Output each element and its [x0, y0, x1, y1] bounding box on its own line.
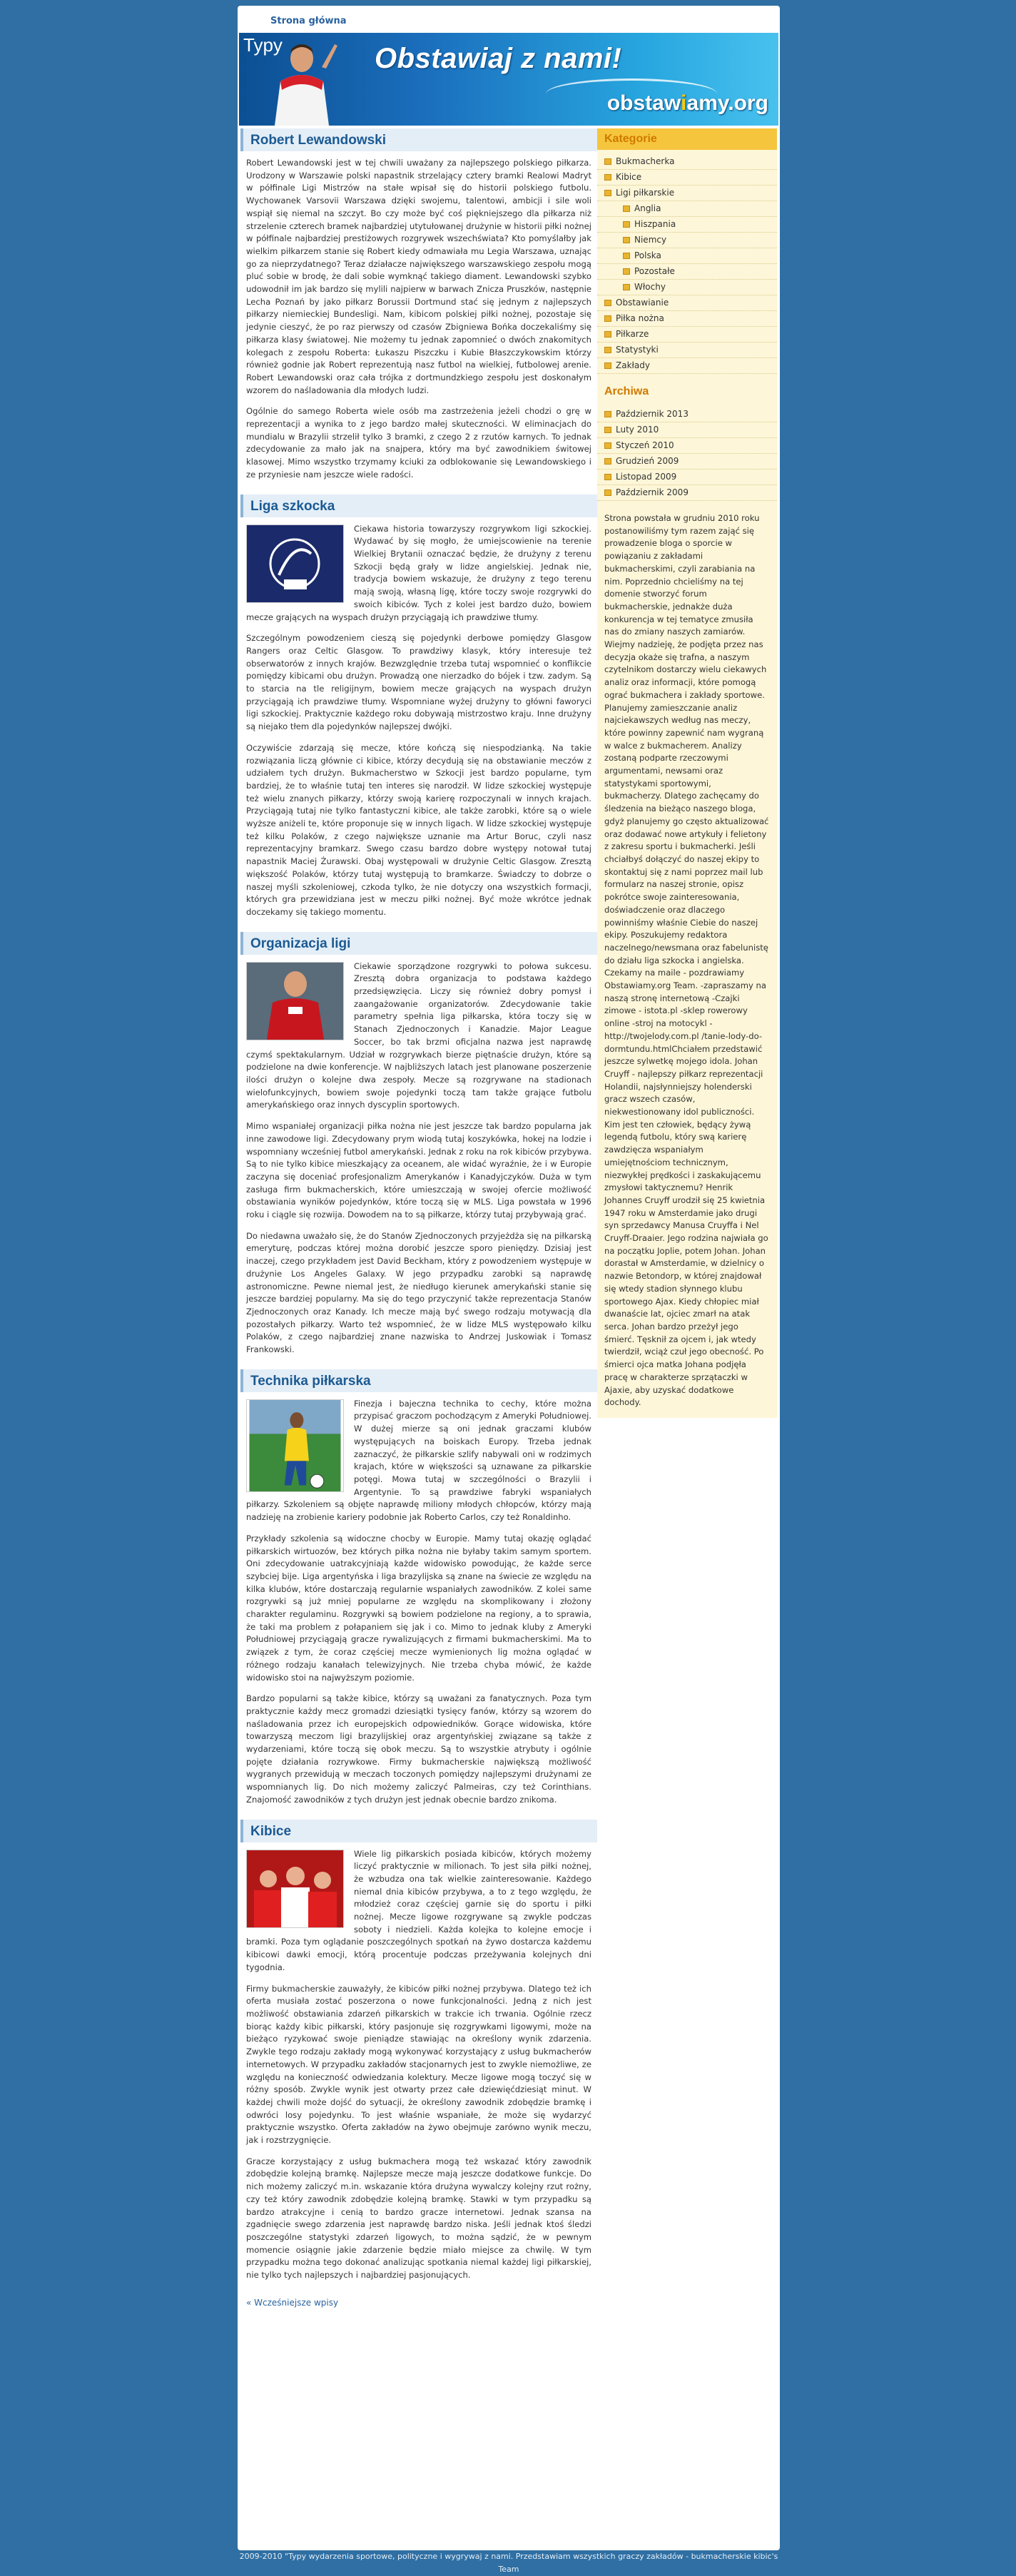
post-title[interactable]: Kibice — [240, 1820, 597, 1842]
banner-typy-label: Typy — [243, 34, 283, 56]
archive-item[interactable] — [597, 454, 777, 470]
archive-item[interactable] — [597, 407, 777, 422]
post-paragraph: Ciekawa historia towarzyszy rozgrywkom ligi szkockiej. Wydawać by się mogło, że umiejscowienie na terenie Wielkiej Brytanii oznaczać będzie, że drużyny z terenu Szkocji będą grały w lidze angielskiej. Jednak nie, tradycja bowiem wskazuje, że drużyny z tego terenu mają swoją, własną ligę, które toczy swoje rozgrywki do swoich kibiców. Tych z kolei jest bardzo dużo, bowiem mecze grających na wyspach drużyn przyciągają ich prawdziwe tłumy. — [246, 523, 591, 622]
post-paragraph: Wiele lig piłkarskich posiada kibiców, których możemy liczyć praktycznie w milionach. To jest siła piłki nożnej, że wzbudza ona tak wielkie zainteresowanie. Każdego niemal dnia kibiców przybywa, a to z tego względu, że młodzież coraz częściej garnie się do sportu i piłki nożnej. Mecze ligowe rozgrywane są zwykle podczas soboty i niedzieli. Każda kolejka to kolejne emocje i bramki. Poza tym oglądanie poszczególnych spotkań na żywo dostarcza każdemu kibicowi dawki emocji, którą procentuje podczas przeżywania kolejnych dni tygodnia. — [246, 1848, 591, 1972]
archive-link[interactable]: Luty 2010 — [616, 425, 659, 435]
archive-link[interactable]: Grudzień 2009 — [616, 456, 679, 466]
folder-icon — [623, 253, 630, 259]
folder-icon — [604, 362, 611, 369]
post-title[interactable]: Organizacja ligi — [240, 932, 597, 955]
folder-icon — [623, 284, 630, 290]
fans-crowd-image — [246, 1850, 344, 1928]
post-paragraph: Gracze korzystający z usług bukmachera mogą też wskazać który zawodnik zdobędzie kolejną bramkę. Najlepsze mecze mają jeszcze dodatkowe funkcje. Do nich możemy zaliczyć m.in. wskazanie która drużyna wywalczy kolejny rzut rożny, czy też który zawodnik zdobędzie kolejną bramkę. Stawki w tym przypadku są bardzo atrakcyjne i cenią to bardzo gracze internetowi. Jednak szansa na zgadnięcie swego zdarzenia jest naprawdę bardzo niska. Jeśli jednak ktoś śledzi poszczególne statystyki zdarzeń ligowych, to można sądzić, że w pewnym momencie osiągnie jakie zdarzenie będzie miało miejsce za chwilę. W tym przypadku można tego dokonać analizując spotkania niemal każdej ligi piłkarskiej, nie tylko tych najlepszych i najbardziej pasjonujących. — [246, 2156, 591, 2281]
footer: 2009-2010 "Typy wydarzenia sportowe, polityczne i wygrywaj z nami. Przedstawiam wszystkich graczy zakładów - bukmacherskie kibic's Team — [239, 2552, 778, 2574]
folder-icon — [604, 300, 611, 306]
category-link[interactable]: Piłka nożna — [616, 313, 664, 323]
folder-icon — [604, 174, 611, 181]
archive-link[interactable]: Listopad 2009 — [616, 472, 677, 482]
folder-icon — [604, 458, 611, 465]
post-paragraph: Oczywiście zdarzają się mecze, które kończą się niespodzianką. Na takie rozwiązania liczą głównie ci kibice, którzy decydują się na obstawianie meczów z udziałem tych drużyn. Bukmacherstwo w Szkocji jest bardzo popularne, tym bardziej, że to właśnie tutaj ten interes się narodził. W lidze szkockiej występuje też wielu znanych piłkarzy, którzy swoją karierę rozpoczynali w innych krajach. Przyciągają tutaj nie tylko fantastyczni kibice, ale także zarobki, które są o wiele wyższe aniżeli te, które proponuje się w innych ligach. W lidze szkockiej występuje też kilku Polaków, z czego największe uznanie ma Artur Boruc, czyli nasz reprezentacyjny bramkarz. Swego czasu bardzo dobre występy notował tutaj napastnik Maciej Żurawski. Obaj występowali w drużynie Celtic Glasgow. Zresztą większość Polaków, którzy tutaj występują to bramkarze. Świadczy to dobrze o naszej myśli szkoleniowej, czkoda tylko, że nie dotyczy ona wszystkich formacji, których gra przewidziana jest w meczu piłki nożnej. Być może wkrótce jednak doczekamy się takiego momentu. — [246, 742, 591, 917]
category-link[interactable]: Włochy — [634, 282, 666, 292]
post-paragraph: Do niedawna uważało się, że do Stanów Zjednoczonych przyjeżdża się na piłkarską emeryturę, podczas której można dorobić jeszcze sporo pieniędzy. Dzisiaj jest inaczej, czego przykładem jest David Beckham, który z powodzeniem występuje w drużynie Los Angeles Galaxy. W jego przypadku zarobki są naprawdę astronomiczne. Pewne niemal jest, że niedługo kierunek amerykański stanie się jeszcze bardziej popularny. Ma się do tego przyczynić także reprezentacja Stanów Zjednoczonych oraz Kanady. Ich mecze mają być swego rodzaju motywacją dla pozostałych piłkarzy. Warto też wspomnieć, że w lidze MLS występowało kilku Polaków, z czego najbardziej znane nazwiska to Andrzej Juskowiak i Tomasz Frankowski. — [246, 1230, 591, 1355]
category-link[interactable]: Obstawianie — [616, 298, 669, 308]
archive-link[interactable]: Styczeń 2010 — [616, 440, 674, 450]
folder-icon — [623, 206, 630, 212]
archive-link[interactable]: Październik 2009 — [616, 487, 689, 497]
pagination — [246, 2298, 591, 2308]
folder-icon — [604, 427, 611, 433]
post-paragraph: Ogólnie do samego Roberta wiele osób ma zastrzeżenia jeżeli chodzi o grę w reprezentacji a wynika to z jego bardzo małej skuteczności. W eliminacjach do mundialu w Brazylii strzelił tylko 3 bramki, z czego 2 z rzutów karnych. To jednak zdecydowanie za mało jak na snajpera, który ma być zawodnikiem świtowej klasowej. Mimo wszystko trzymamy kciuki za odblokowanie się Lewandowskiego i ze przyniesie nam jeszcze wiele radości. — [246, 406, 591, 480]
category-item[interactable] — [597, 327, 777, 343]
post-paragraph: Robert Lewandowski jest w tej chwili uważany za najlepszego polskiego piłkarza. Urodzony w Warszawie polski napastnik strzelający cztery bramki Realowi Madryt w półfinale Ligi Mistrzów na stałe wpisał się do historii polskiego futbolu. Wychowanek Varsovii Warszawa dzięki swojemu, talentowi, ambicji i sile woli wspiął się niemal na szczyt. Bo czy może być coś piękniejszego dla piłkarza niż strzelenie czterech bramek najbardziej utytułowanej drużynie w historii piłki nożnej w półfinale najbardziej prestiżowych rozgrywek wszechświata? Kto pomyślałby jak wielkim piłkarzem stanie się Robert kiedy odmawiała mu Legia Warszawa, uznając go za nieprzydatnego? Teraz działacze największego warszawskiego zespołu mogą pluć sobie w brodę, że dali sobie wymknąć takiego diament. Lewandowski szybko udowodnił im jak bardzo się mylili najpierw w barwach Znicza Pruszków, następnie Lecha Poznań by jako piłkarz Borussii Dortmund stać się jednym z najlepszych piłkarzy niemieckiej Bundesligi. Nam, kibicom polskiej piłki nożnej, pozostaje się jedynie cieszyć, że po raz pierwszy od czasów Zbigniewa Bońka doczekaliśmy się piłkarza klasy światowej. Nie możemy tu jednak zapomnieć o dwóch znakomitych kolegach z zespołu Roberta: Łukaszu Piszczku i Kubie Błaszczykowskim którzy również godnie jak Robert reprezentują nasz futbol na wielkiej, futbolowej arenie. Robert Lewandowski oraz cała trójka z dortmundzkiego zespołu jest doskonałym wzorem do naśladowania dla młodych ludzi. — [246, 158, 591, 395]
about-text: Strona powstała w grudniu 2010 roku postanowiliśmy tym razem zająć się prowadzenie bloga o sporcie w powiązaniu z zakładami bukmacherskimi, czyli zarabiania na nim. Poprzednio chcieliśmy na tej domenie stworzyć forum bukmacherskie, jednakże duża konkurencja w tej tematyce zmusiła nas do zmiany naszych zamiarów. Wiejmy nadzieję, że podjęta przez nas decyzja okaże się trafna, a naszym czytelnikom dostarczy wielu ciekawych analiz oraz informacji, które pomogą ograć bukmachera i zakłady sportowe. Planujemy zamieszczanie analiz najciekawszych według nas meczy, które powinny zapewnić nam wygraną w walce z bukmacherem. Analizy zostaną podparte rzeczowymi argumentami, newsami oraz statystykami sportowymi, bukmacherzy. Dlatego zachęcamy do śledzenia na bieżąco naszego bloga, gdyż planujemy go często aktualizować oraz dodawać nowe artykuły i felietony z zakresu sportu i bukmacherki. Jeśli chciałbyś dołączyć do naszej ekipy to skontaktuj się z nami poprzez mail lub formularz na naszej stronie, opisz pokrótce swoje zainteresowania, doświadczenie oraz dlaczego powinniśmy właśnie Ciebie do naszej ekipy. Poszukujemy redaktora naczelnego/newsmana oraz fabelunistę do działu liga szkocka i angielska. Czekamy na maile - pozdrawiamy Obstawiamy.org Team. -zapraszamy na naszą stronę internetową -Czajki zimowe - istota.pl -sklep rowerowy online -stroj na motocykl -http://twojelody.com.pl /tanie-lody-do-dormtundu.htmlChciałem przedstawić jeszcze sylwetkę mojego idola. Johan Cruyff - najlepszy piłkarz reprezentacji Holandii, najsłynniejszy holenderski gracz wszech czasów, niekwestionowany idol publiczności. Kim jest ten człowiek, będący żywą legendą futbolu, który swą karierę zawdzięcza wspaniałym umiejętnościom technicznym, niezwykłej prędkości i zaskakującemu zmysłowi taktycznemu? Henrik Johannes Cruyff urodził się 25 kwietnia 1947 roku w Amsterdamie jako drugi syn sprzedawcy Manusa Cruyffa i Nel Cruyff-Draaier. Jego rodzina najwiała go na początku Joplie, potem Johan. Johan dorastał w Amsterdamie, w dzielnicy o nazwie Betondorp, w której znajdował się wtedy stadion słynnego klubu sportowego Ajax. Kiedy chłopiec miał dwanaście lat, ojciec zmarł na atak serca. Johan bardzo przeżył jego śmierć. Tęsknił za ojcem i, jak wtedy twierdził, wciąż czuł jego obecność. Po śmierci ojca matka Johana podjęła pracę w charakterze sprzątaczki w Ajaxie, aby uzyskać dodatkowe dochody. — [604, 513, 769, 1408]
folder-icon — [604, 442, 611, 449]
post-paragraph: Finezja i bajeczna technika to cechy, które można przypisać graczom pochodzącym z Ameryki Południowej. W dużej mierze są oni jednak graczami klubów występujących na boiskach Europy. Trzeba jednak zaznaczyć, że piłkarskie szlify nabywali oni w rodzimych krajach, które w większości są uznawane za piłkarskie potęgi. Mowa tutaj w szczególności o Brazylii i Argentynie. To są prawdziwe fabryki wspaniałych piłkarzy. Szkoleniem są objęte naprawdę miliony młodych chłopców, którzy mają nadzieję na zrobienie kariery podobnie jak Roberto Carlos, czy też Ronaldinho. — [246, 1398, 591, 1523]
main-content — [240, 128, 597, 2323]
player-with-ball-image — [246, 1399, 344, 1492]
category-link[interactable]: Hiszpania — [634, 219, 676, 229]
category-link[interactable]: Pozostałe — [634, 266, 675, 276]
folder-icon — [604, 490, 611, 496]
category-item[interactable] — [597, 358, 777, 374]
category-item[interactable] — [597, 248, 777, 264]
category-item[interactable] — [597, 264, 777, 280]
player-photo — [260, 40, 339, 126]
category-item[interactable] — [597, 201, 777, 217]
post-paragraph: Ciekawie sporządzone rozgrywki to połowa sukcesu. Zresztą dobra organizacja to podstawa każdego przedsięwzięcia. Liczy się również dobry pomysł i zaangażowanie organizatorów. Zdecydowanie takie parametry spełnia liga piłkarska, która toczy się w Stanach Zjednoczonych i Kanadzie. Major League Soccer, bo tak brzmi oficjalna nazwa jest naprawdę czymś spektakularnym. Udział w rozgrywkach bierze piętnaście drużyn, które są podzielone na dwie konferencje. W najbliższych latach jest planowane poszerzenie ilości drużyn o kolejne dwa zespoły. Mecze są rozgrywane na stadionach wielofunkcyjnych, bowiem swoje pojedynki toczą tam także grające futbolu amerykańskiego oraz innych dyscyplin sportowych. — [246, 960, 591, 1110]
category-link[interactable]: Piłkarze — [616, 329, 649, 339]
category-item[interactable] — [597, 170, 777, 186]
nav-home-link[interactable]: Strona główna — [270, 16, 347, 26]
sidebar — [597, 128, 777, 1418]
category-link[interactable]: Anglia — [634, 203, 661, 213]
category-item[interactable] — [597, 343, 777, 358]
post-paragraph: Bardzo popularni są także kibice, którzy są uważani za fanatycznych. Poza tym praktycznie każdy mecz gromadzi dziesiątki tysięcy fanów, którzy są wzorem do naśladowania przez ich europejskich odpowiedników. Gorące widowiska, które towarzyszą meczom ligi brazylijskiej oraz argentyńskiej związane są także z wydarzeniami, które toczą się obok meczu. Są to wszystkie atrybuty i ogólnie pojęte działania rozrywkowe. Firmy bukmacherskie największą możliwość wygranych przewidują w meczach toczonych pomiędzy najlepszymi drużynami ze wspomnianych lig. Do nich możemy zaliczyć Palmeiras, czy też Corinthians. Znajomość zawodników z tych drużyn jest jednak obecnie bardzo znikoma. — [246, 1693, 591, 1805]
post-title[interactable]: Liga szkocka — [240, 495, 597, 517]
post-organizacja-ligi — [240, 932, 597, 1357]
category-item[interactable] — [597, 217, 777, 233]
page-container — [238, 6, 780, 2550]
post-paragraph: Szczególnym powodzeniem cieszą się pojedynki derbowe pomiędzy Glasgow Rangers oraz Celtic Glasgow. To prawdziwy klasyk, który interesuje też obserwatorów z innych krajów. Bezwzględnie trzeba tutaj wspomnieć o konflikcie pomiędzy kibicami obu drużyn. Prowadzą one nierzadko do bójek i tzw. zadym. Są to starcia na tle religijnym, bowiem mecze grających na wyspach drużyn przyciągają ich prawdziwe tłumy. Wspomniane wyżej drużyny to główni faworyci ligi szkockiej. Praktycznie każdego roku dobywają mistrzostwo kraju. Inne drużyny są niejako tłem dla pojedynków najlepszej dwójki. — [246, 633, 591, 732]
category-item[interactable] — [597, 186, 777, 201]
post-robert-lewandowski — [240, 128, 597, 482]
categories-list — [597, 154, 777, 374]
folder-icon — [623, 221, 630, 228]
folder-icon — [604, 347, 611, 353]
category-item[interactable] — [597, 233, 777, 248]
post-paragraph: Mimo wspaniałej organizacji piłka nożna nie jest jeszcze tak bardzo popularna jak inne zawodowe ligi. Zdecydowany prym wiodą tutaj koszykówka, hokej na lodzie i wspomniany wcześniej futbol amerykański. Jednak z roku na rok kibiców przybywa. Są to nie tylko kibice mieszkający za oceanem, ale widać wyraźnie, że i w Europie zaczyna się doceniać profesjonalizm Amerykanów i Kanadyjczyków. Duża w tym zasługa firm bukmacherskich, które umieszczają w swojej ofercie możliwość obstawiania wyników pojedynków, które toczą się w MLS. Liga powstała w 1996 roku i ciągle się rozwija. Dowodem na to są piłkarze, którzy tutaj przybywają grać. — [246, 1121, 591, 1220]
category-item[interactable] — [597, 154, 777, 170]
archive-item[interactable] — [597, 470, 777, 485]
post-title[interactable]: Robert Lewandowski — [240, 128, 597, 151]
post-technika-pilkarska — [240, 1369, 597, 1807]
categories-heading: Kategorie — [597, 128, 777, 150]
archive-link[interactable]: Październik 2013 — [616, 409, 689, 419]
category-link[interactable]: Polska — [634, 250, 661, 260]
folder-icon — [604, 331, 611, 338]
folder-icon — [604, 315, 611, 322]
archive-item[interactable] — [597, 438, 777, 454]
category-link[interactable]: Statystyki — [616, 345, 659, 355]
folder-icon — [623, 237, 630, 243]
post-title[interactable]: Technika piłkarska — [240, 1369, 597, 1392]
header-banner — [239, 33, 778, 126]
category-link[interactable]: Ligi piłkarskie — [616, 188, 675, 198]
category-item[interactable] — [597, 295, 777, 311]
older-posts-link[interactable]: « Wcześniejsze wpisy — [246, 2297, 339, 2308]
site-logo[interactable]: obstawiamy.org — [606, 91, 768, 115]
banner-slogan: Obstawiaj z nami! — [375, 43, 622, 74]
archive-heading: Archiwa — [604, 385, 649, 397]
category-link[interactable]: Kibice — [616, 172, 642, 182]
post-paragraph: Firmy bukmacherskie zauważyły, że kibiców piłki nożnej przybywa. Dlatego też ich oferta musiała zostać poszerzona o nowe funkcjonalności. Jedną z nich jest możliwość obstawiania zdarzeń piłkarskich w trakcie ich trwania. Ogólnie rzecz biorąc każdy kibic piłkarski, który pasjonuje się rozgrywkami ligowymi, może na bieżąco ryzykować swoje pieniądze stawiając na określony wynik zdarzenia. Zwykle tego rodzaju zakłady mogą wykonywać korzystający z usług bukmacherów internetowych. W przypadku zakładów stacjonarnych jest to zwykle niemożliwe, ze względu na konieczność odwiedzania kolektury. Mecze ligowe mogą toczyć się w różny sposób. Zwykle wynik jest otwarty przez całe dziewięćdziesiąt minut. W każdej chwili może dojść do sytuacji, że określony zawodnik zdobędzie bramkę i odwróci losy pojedynku. To jest właśnie wspaniałe, że może się wydarzyć praktycznie wszystko. Oferta zakładów na żywo obejmuje zarówno wynik meczu, jak i rozstrzygnięcie. — [246, 1983, 591, 2146]
folder-icon — [604, 158, 611, 165]
archive-item[interactable] — [597, 485, 777, 501]
archive-list — [597, 407, 777, 501]
category-link[interactable]: Zakłady — [616, 360, 651, 370]
category-link[interactable]: Niemcy — [634, 235, 667, 245]
folder-icon — [604, 190, 611, 196]
archive-item[interactable] — [597, 422, 777, 438]
post-kibice — [240, 1820, 597, 2282]
category-item[interactable] — [597, 280, 777, 295]
post-liga-szkocka — [240, 495, 597, 919]
folder-icon — [604, 474, 611, 480]
folder-icon — [604, 411, 611, 417]
player-red-shirt-image — [246, 962, 344, 1040]
category-item[interactable] — [597, 311, 777, 327]
category-link[interactable]: Bukmacherka — [616, 156, 675, 166]
spl-logo-image — [246, 524, 344, 603]
folder-icon — [623, 268, 630, 275]
post-paragraph: Przykłady szkolenia są widoczne chocby w Europie. Mamy tutaj okazję oglądać piłkarskich wirtuozów, bez których piłka nożna nie byłaby takim samym sportem. Oni zdecydowanie uatrakcyjniają każde widowisko powodując, że każde serce szybciej bije. Liga argentyńska i liga brazylijska są znane na świecie ze względu na kilka klubów, które dostarczają regularnie wspaniałych zawodników. Z kolei same rozgrywki są już mniej popularne ze względu na skomplikowany i złożony charakter regulaminu. Rozgrywki są bowiem podzielone na regiony, a to sprawia, że taki ma problem z połapaniem się jak i co. Mimo to jednak kluby z Ameryki Południowej przyciągają gracze rywalizujących z firmami bukmacherskimi. Ma to związek z tym, że coraz częściej mecze wymienionych lig można oglądać w różnego rodzaju kanałach telewizyjnych. Nie trzeba chyba mówić, że każde widowisko stoi na najwyższym poziomie. — [246, 1533, 591, 1683]
